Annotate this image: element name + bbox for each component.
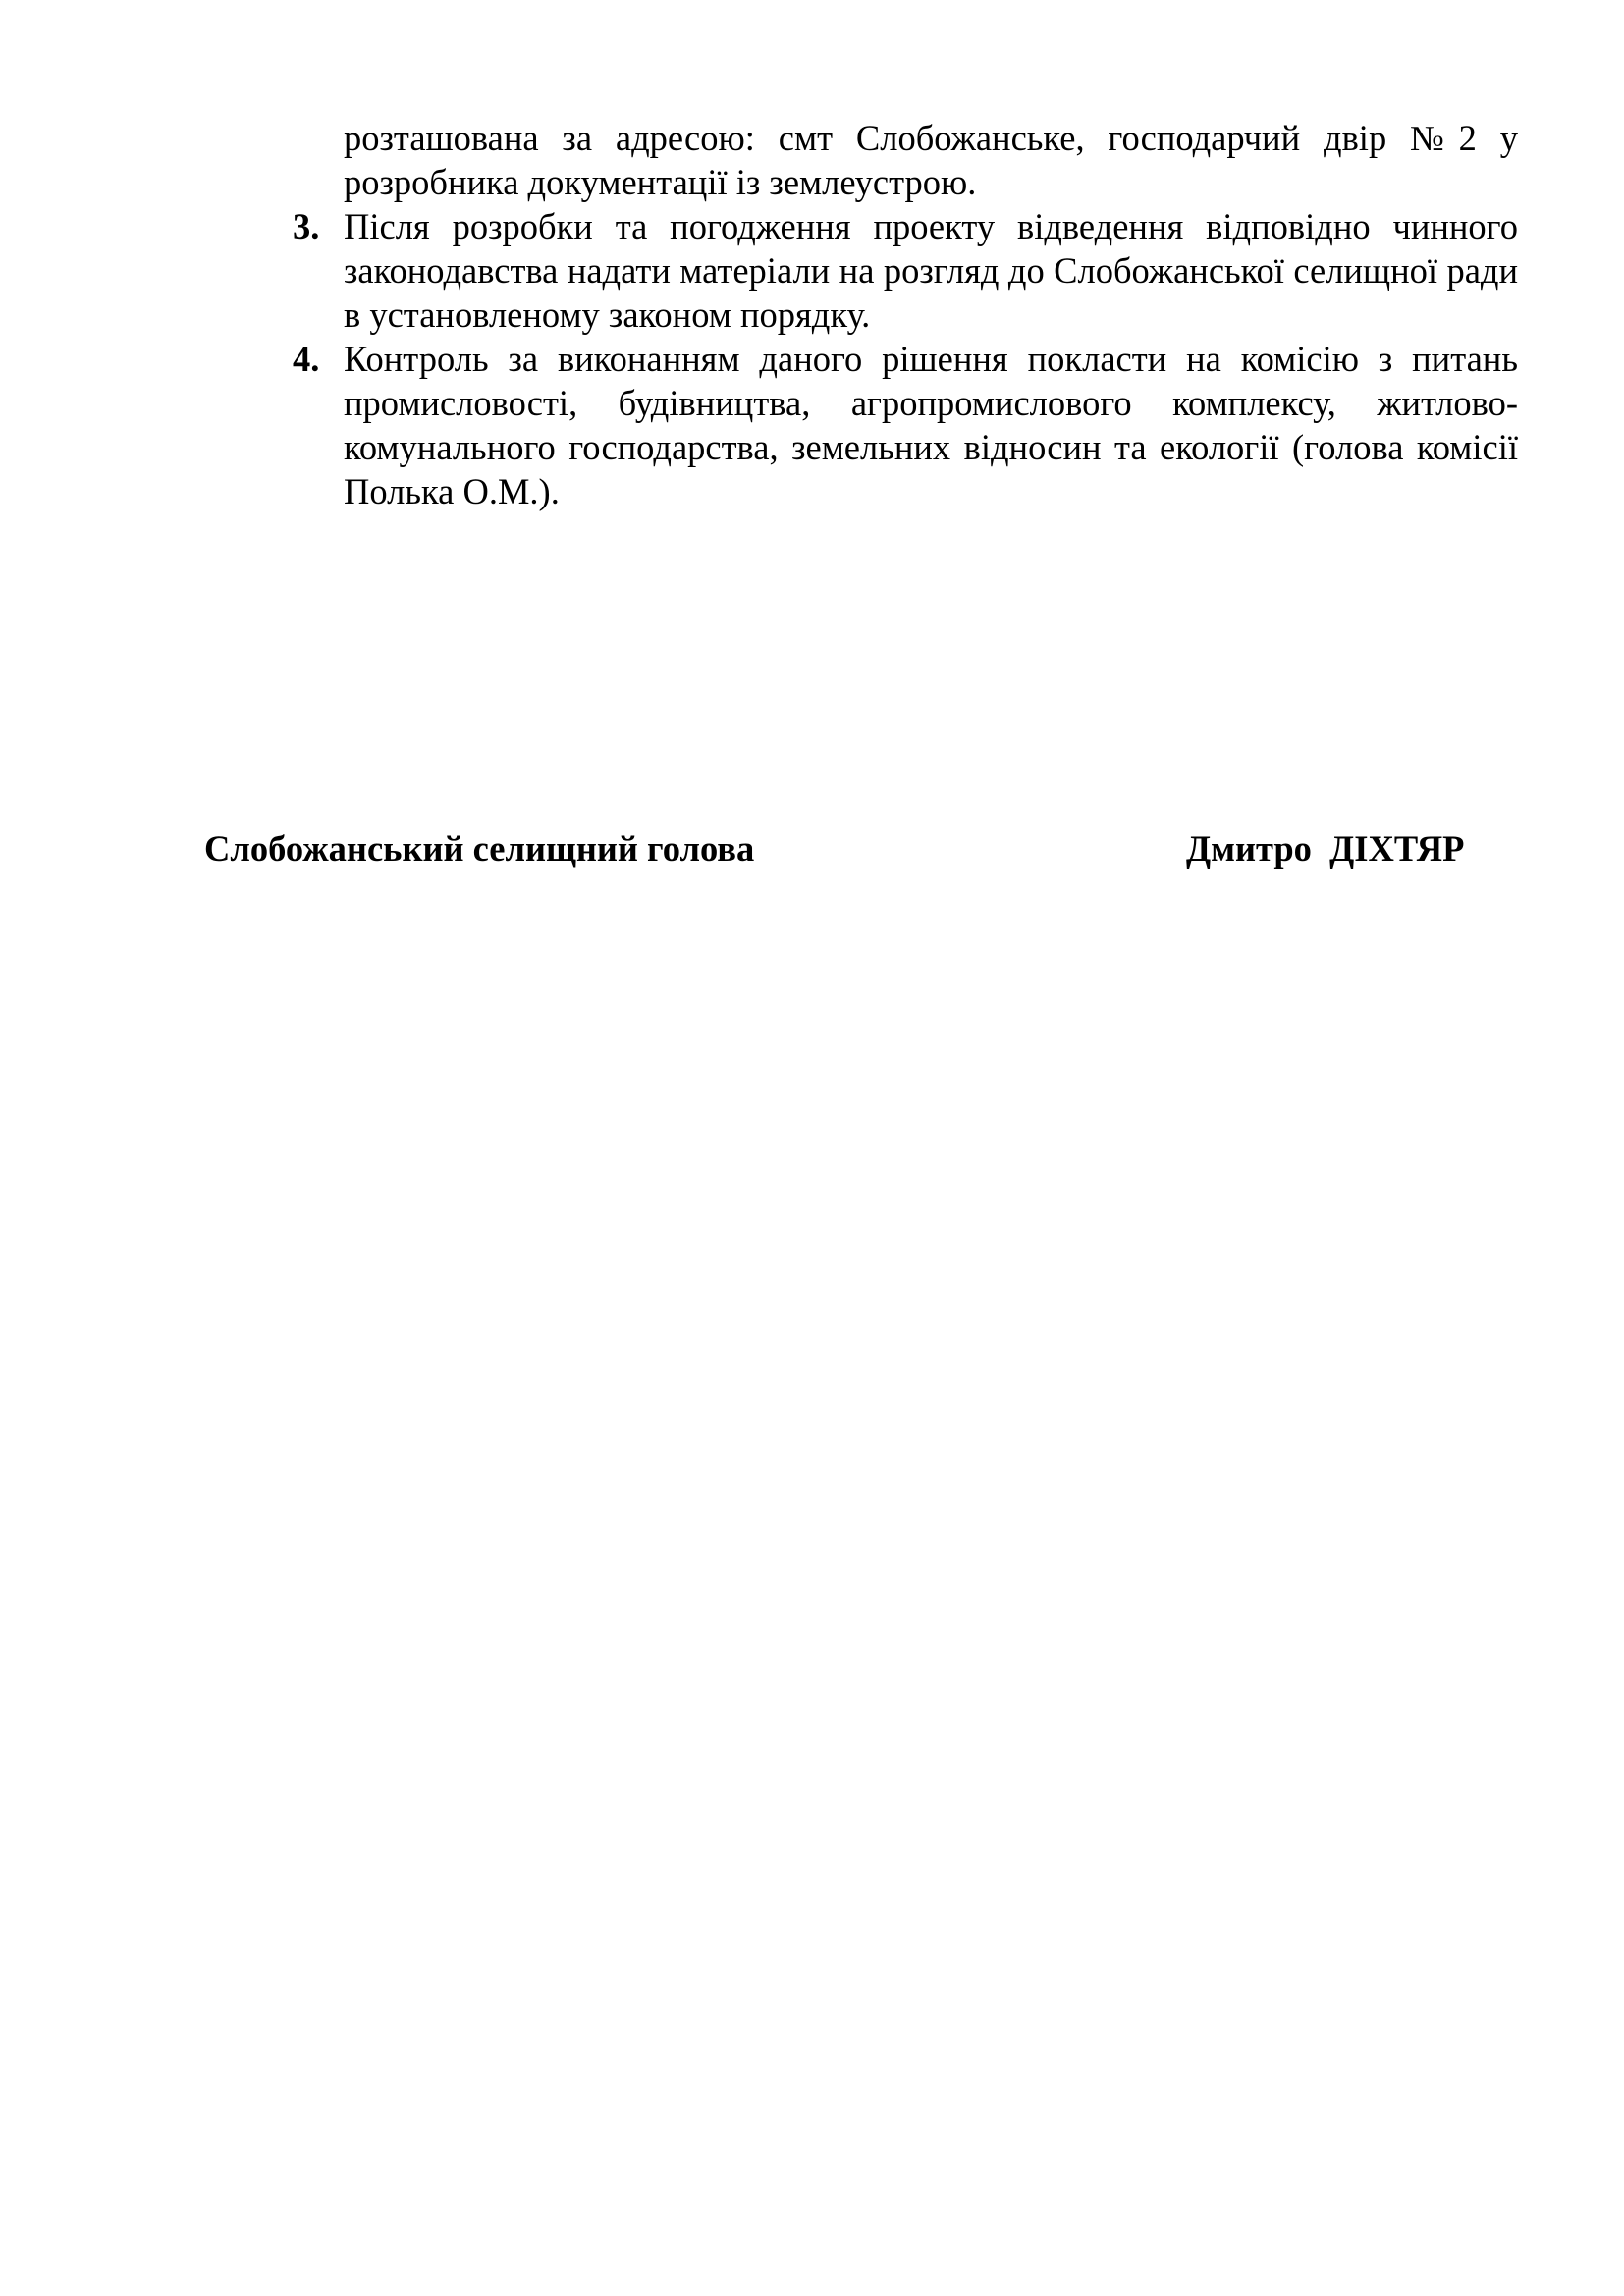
- list-item-continuation: [285, 116, 1518, 204]
- list-item-text: розташована за адресою: смт Слобожанське, господарчий двір №2 у розробника документації із землеустрою.: [344, 118, 1518, 202]
- list-item-4: [285, 337, 1518, 513]
- list-item-text: Контроль за виконанням даного рішення покласти на комісію з питань промисловості, будівництва, агропромислового комплексу, житлово-комунального господарства, земельних відносин та екології (голова комісії Полька О.М.).: [344, 339, 1518, 511]
- signature-title: Слобожанський селищний голова: [204, 828, 755, 869]
- signature-block: [0, 828, 1624, 877]
- list-item-text: Після розробки та погодження проекту відведення відповідно чинного законодавства надати матеріали на розгляд до Слобожанської селищної ради в установленому законом порядку.: [344, 206, 1518, 335]
- list-item-number: 3.: [293, 206, 320, 246]
- list-item-3: [285, 204, 1518, 337]
- list-item-number: 4.: [293, 339, 320, 379]
- signature-name: Дмитро ДІХТЯР: [1186, 828, 1465, 869]
- document-body: [285, 116, 1518, 513]
